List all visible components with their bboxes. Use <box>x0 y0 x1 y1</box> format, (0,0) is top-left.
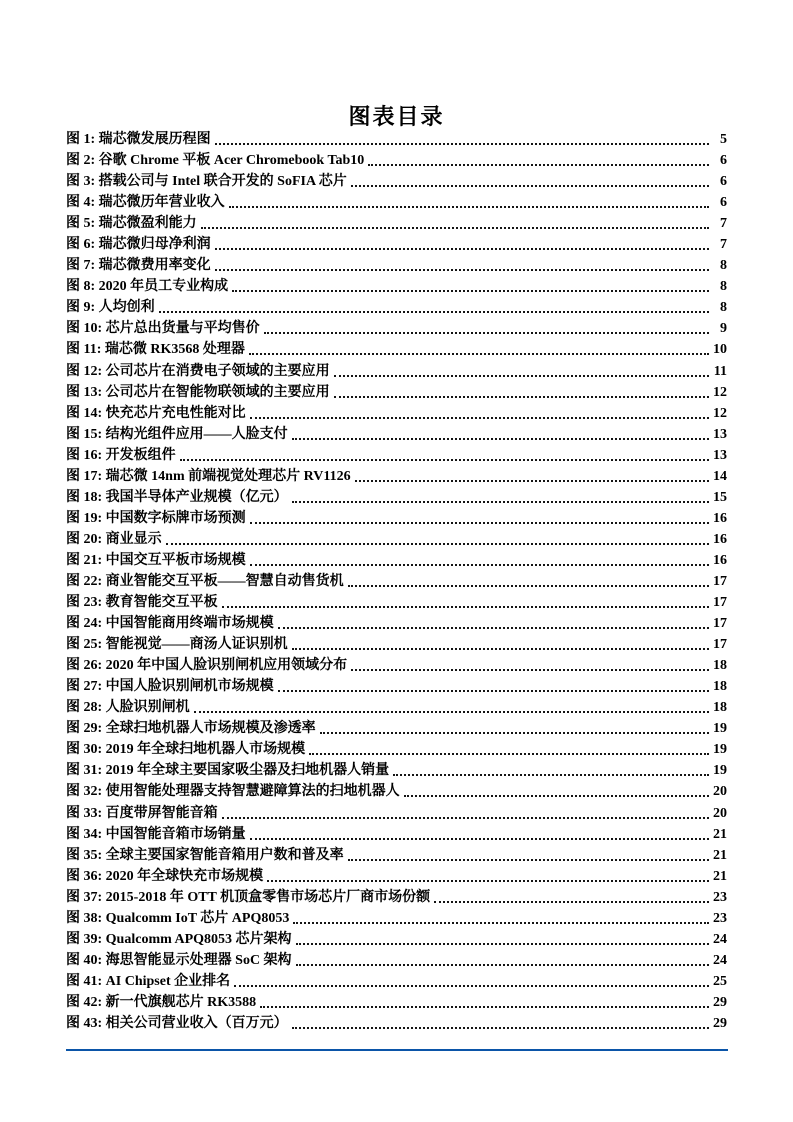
toc-entry-page-number: 6 <box>720 174 727 190</box>
dot-leader-line <box>434 901 709 903</box>
dot-leader-line <box>249 353 709 355</box>
toc-entry-label: 图 32: 使用智能处理器支持智慧避障算法的扫地机器人 <box>66 784 400 800</box>
toc-entry-label: 图 21: 中国交互平板市场规模 <box>66 552 246 568</box>
toc-entry-label: 图 42: 新一代旗舰芯片 RK3588 <box>66 994 257 1010</box>
toc-entry-label: 图 39: Qualcomm APQ8053 芯片架构 <box>66 931 292 947</box>
dot-leader-line <box>355 480 709 482</box>
toc-entry-label: 图 1: 瑞芯微发展历程图 <box>66 132 211 147</box>
toc-entry-label: 图 38: Qualcomm IoT 芯片 APQ8053 <box>66 910 290 926</box>
toc-entry-label: 图 24: 中国智能商用终端市场规模 <box>66 616 274 632</box>
dot-leader-line <box>320 732 709 734</box>
dot-leader-line <box>404 795 709 797</box>
toc-entry[interactable] <box>66 1015 727 1032</box>
toc-entry-page-number: 16 <box>713 531 727 547</box>
dot-leader-line <box>334 375 709 377</box>
toc-entry-page-number: 29 <box>713 1015 727 1031</box>
toc-entry-page-number: 10 <box>713 342 727 358</box>
toc-entry[interactable] <box>66 594 727 611</box>
toc-entry-label: 图 4: 瑞芯微历年营业收入 <box>66 195 225 211</box>
toc-entry[interactable] <box>66 447 727 464</box>
toc-entry-page-number: 20 <box>713 805 727 821</box>
toc-entry[interactable] <box>66 468 727 485</box>
dot-leader-line <box>309 753 709 755</box>
toc-entry[interactable] <box>66 426 727 443</box>
toc-entry[interactable] <box>66 131 727 148</box>
toc-entry[interactable] <box>66 931 727 948</box>
toc-entry-label: 图 30: 2019 年全球扫地机器人市场规模 <box>66 742 306 758</box>
toc-entry-label: 图 20: 商业显示 <box>66 531 162 547</box>
toc-entry-page-number: 29 <box>713 994 727 1010</box>
toc-entry[interactable] <box>66 973 727 990</box>
toc-entry-page-number: 21 <box>713 847 727 863</box>
toc-entry-label: 图 2: 谷歌 Chrome 平板 Acer Chromebook Tab10 <box>66 153 365 169</box>
toc-entry-label: 图 18: 我国半导体产业规模（亿元） <box>66 489 288 505</box>
dot-leader-line <box>278 627 709 629</box>
toc-entry-page-number: 7 <box>720 216 727 232</box>
toc-entry-page-number: 17 <box>713 595 727 611</box>
dot-leader-line <box>201 227 709 229</box>
toc-entry-label: 图 6: 瑞芯微归母净利润 <box>66 237 211 253</box>
toc-entry-page-number: 16 <box>713 552 727 568</box>
toc-entry-page-number: 17 <box>713 573 727 589</box>
toc-entry-label: 图 14: 快充芯片充电性能对比 <box>66 405 246 421</box>
toc-entry-page-number: 13 <box>713 426 727 442</box>
toc-entry-label: 图 10: 芯片总出货量与平均售价 <box>66 321 260 337</box>
toc-entry-label: 图 13: 公司芯片在智能物联领域的主要应用 <box>66 384 330 400</box>
dot-leader-line <box>222 606 709 608</box>
toc-entry-label: 图 23: 教育智能交互平板 <box>66 595 218 611</box>
toc-entry[interactable] <box>66 363 727 380</box>
dot-leader-line <box>278 690 709 692</box>
dot-leader-line <box>222 817 709 819</box>
toc-entry-page-number: 23 <box>713 910 727 926</box>
dot-leader-line <box>292 648 709 650</box>
dot-leader-line <box>334 396 709 398</box>
toc-entry[interactable] <box>66 678 727 695</box>
toc-entry-label: 图 3: 搭载公司与 Intel 联合开发的 SoFIA 芯片 <box>66 174 347 190</box>
toc-entry[interactable] <box>66 215 727 232</box>
toc-entry-page-number: 8 <box>720 300 727 316</box>
toc-entry-label: 图 34: 中国智能音箱市场销量 <box>66 826 246 842</box>
toc-entry-page-number: 19 <box>713 763 727 779</box>
toc-entry[interactable] <box>66 384 727 401</box>
toc-entry-label: 图 43: 相关公司营业收入（百万元） <box>66 1015 288 1031</box>
dot-leader-line <box>229 206 709 208</box>
toc-entry-page-number: 8 <box>720 279 727 295</box>
toc-entry-label: 图 7: 瑞芯微费用率变化 <box>66 258 211 274</box>
toc-entry[interactable] <box>66 615 727 632</box>
dot-leader-line <box>250 522 709 524</box>
toc-entry-label: 图 41: AI Chipset 企业排名 <box>66 973 231 989</box>
toc-entry-page-number: 19 <box>713 742 727 758</box>
dot-leader-line <box>159 311 709 313</box>
dot-leader-line <box>296 964 709 966</box>
dot-leader-line <box>232 290 709 292</box>
toc-entry[interactable] <box>66 868 727 885</box>
dot-leader-line <box>180 459 709 461</box>
toc-entry-label: 图 8: 2020 年员工专业构成 <box>66 279 229 295</box>
toc-entry[interactable] <box>66 805 727 822</box>
toc-entry[interactable] <box>66 657 727 674</box>
toc-entry[interactable] <box>66 720 727 737</box>
toc-entry[interactable] <box>66 889 727 906</box>
dot-leader-line <box>348 859 709 861</box>
toc-entry-page-number: 8 <box>720 258 727 274</box>
toc-entry-label: 图 28: 人脸识别闸机 <box>66 700 190 716</box>
toc-entry-label: 图 19: 中国数字标牌市场预测 <box>66 510 246 526</box>
toc-entry[interactable] <box>66 320 727 337</box>
figure-toc-list <box>66 131 727 1032</box>
toc-entry[interactable] <box>66 173 727 190</box>
toc-entry-page-number: 11 <box>713 363 727 379</box>
toc-entry-label: 图 17: 瑞芯微 14nm 前端视觉处理芯片 RV1126 <box>66 468 351 484</box>
dot-leader-line <box>292 1027 709 1029</box>
toc-entry[interactable] <box>66 278 727 295</box>
toc-entry-page-number: 23 <box>713 889 727 905</box>
toc-entry[interactable] <box>66 741 727 758</box>
dot-leader-line <box>293 922 709 924</box>
toc-entry[interactable] <box>66 952 727 969</box>
toc-entry-label: 图 15: 结构光组件应用——人脸支付 <box>66 426 288 442</box>
dot-leader-line <box>250 838 709 840</box>
toc-entry-label: 图 26: 2020 年中国人脸识别闸机应用领域分布 <box>66 658 348 674</box>
dot-leader-line <box>215 143 709 145</box>
toc-entry[interactable] <box>66 847 727 864</box>
toc-entry-label: 图 36: 2020 年全球快充市场规模 <box>66 868 264 884</box>
toc-entry-page-number: 14 <box>713 468 727 484</box>
toc-entry-page-number: 15 <box>713 489 727 505</box>
toc-entry-label: 图 12: 公司芯片在消费电子领域的主要应用 <box>66 363 330 379</box>
toc-entry-page-number: 5 <box>720 132 727 147</box>
toc-entry[interactable] <box>66 194 727 211</box>
toc-entry[interactable] <box>66 636 727 653</box>
toc-entry-page-number: 6 <box>720 153 727 169</box>
toc-entry[interactable] <box>66 405 727 422</box>
toc-entry[interactable] <box>66 994 727 1011</box>
toc-entry[interactable] <box>66 510 727 527</box>
toc-entry[interactable] <box>66 341 727 358</box>
dot-leader-line <box>393 774 709 776</box>
toc-entry[interactable] <box>66 489 727 506</box>
footer-divider-line <box>66 1049 728 1051</box>
toc-entry-page-number: 16 <box>713 510 727 526</box>
toc-entry-page-number: 18 <box>713 658 727 674</box>
dot-leader-line <box>215 248 709 250</box>
toc-entry-page-number: 6 <box>720 195 727 211</box>
dot-leader-line <box>250 417 709 419</box>
toc-entry-label: 图 5: 瑞芯微盈利能力 <box>66 216 197 232</box>
toc-entry-label: 图 16: 开发板组件 <box>66 447 176 463</box>
toc-entry-label: 图 11: 瑞芯微 RK3568 处理器 <box>66 342 245 358</box>
toc-entry-page-number: 24 <box>713 931 727 947</box>
toc-entry[interactable] <box>66 573 727 590</box>
dot-leader-line <box>368 164 709 166</box>
toc-entry-label: 图 29: 全球扫地机器人市场规模及渗透率 <box>66 721 316 737</box>
toc-entry[interactable] <box>66 257 727 274</box>
toc-entry-label: 图 37: 2015-2018 年 OTT 机顶盒零售市场芯片厂商市场份额 <box>66 889 431 905</box>
toc-entry-page-number: 19 <box>713 721 727 737</box>
toc-entry[interactable] <box>66 299 727 316</box>
toc-entry-label: 图 33: 百度带屏智能音箱 <box>66 805 218 821</box>
toc-entry-page-number: 9 <box>720 321 727 337</box>
toc-entry[interactable] <box>66 152 727 169</box>
toc-entry[interactable] <box>66 552 727 569</box>
toc-entry[interactable] <box>66 783 727 800</box>
toc-entry[interactable] <box>66 699 727 716</box>
toc-entry-label: 图 25: 智能视觉——商汤人证识别机 <box>66 637 288 653</box>
dot-leader-line <box>296 943 709 945</box>
dot-leader-line <box>166 543 709 545</box>
toc-entry-label: 图 31: 2019 年全球主要国家吸尘器及扫地机器人销量 <box>66 763 390 779</box>
toc-entry[interactable] <box>66 531 727 548</box>
toc-entry[interactable] <box>66 910 727 927</box>
toc-entry-page-number: 21 <box>713 868 727 884</box>
dot-leader-line <box>260 1006 709 1008</box>
dot-leader-line <box>351 185 709 187</box>
dot-leader-line <box>234 985 709 987</box>
dot-leader-line <box>264 332 709 334</box>
toc-entry[interactable] <box>66 762 727 779</box>
toc-entry-label: 图 40: 海思智能显示处理器 SoC 架构 <box>66 952 292 968</box>
toc-entry-label: 图 35: 全球主要国家智能音箱用户数和普及率 <box>66 847 344 863</box>
toc-entry-page-number: 17 <box>713 637 727 653</box>
toc-entry-page-number: 12 <box>713 405 727 421</box>
toc-entry-label: 图 27: 中国人脸识别闸机市场规模 <box>66 679 274 695</box>
toc-entry[interactable] <box>66 236 727 253</box>
dot-leader-line <box>250 564 709 566</box>
toc-entry-page-number: 7 <box>720 237 727 253</box>
toc-entry-page-number: 20 <box>713 784 727 800</box>
toc-entry-page-number: 18 <box>713 700 727 716</box>
toc-entry-page-number: 13 <box>713 447 727 463</box>
toc-entry-page-number: 12 <box>713 384 727 400</box>
toc-title: 图表目录 <box>348 104 445 129</box>
toc-entry[interactable] <box>66 826 727 843</box>
dot-leader-line <box>348 585 709 587</box>
toc-entry-page-number: 24 <box>713 952 727 968</box>
dot-leader-line <box>267 880 709 882</box>
dot-leader-line <box>215 269 709 271</box>
toc-entry-label: 图 22: 商业智能交互平板——智慧自动售货机 <box>66 573 344 589</box>
dot-leader-line <box>194 711 709 713</box>
dot-leader-line <box>351 669 709 671</box>
dot-leader-line <box>292 438 709 440</box>
toc-entry-page-number: 18 <box>713 679 727 695</box>
toc-entry-label: 图 9: 人均创利 <box>66 300 155 316</box>
toc-entry-page-number: 21 <box>713 826 727 842</box>
toc-entry-page-number: 17 <box>713 616 727 632</box>
dot-leader-line <box>292 501 709 503</box>
toc-entry-page-number: 25 <box>713 973 727 989</box>
